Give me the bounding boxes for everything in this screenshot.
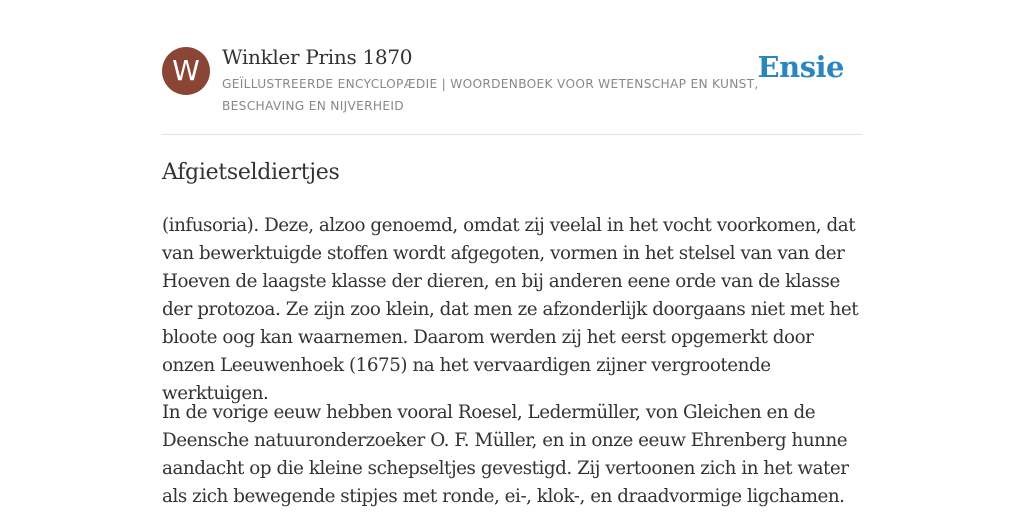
site-header: [162, 0, 862, 135]
avatar[interactable]: W: [162, 47, 210, 95]
site-subtitle: GEÏLLUSTREERDE ENCYCLOPÆDIE | WOORDENBOEK VOOR WETENSCHAP EN KUNST, BESCHAVING EN NIJVERHEID: [222, 77, 759, 113]
site-title[interactable]: Winkler Prins 1870: [222, 45, 413, 69]
article-paragraph: (infusoria). Deze, alzoo genoemd, omdat zij veelal in het vocht voorkomen, dat van bewerktuigde stoffen wordt afgegoten, vormen in het stelsel van van der Hoeven de laagste klasse der dieren, en bij anderen eene orde van de klasse der protozoa. Ze zijn zoo klein, dat men ze afzonderlijk doorgaans niet met het bloote oog kan waarnemen. Daarom werden zij het eerst opgemerkt door onzen Leeuwenhoek (1675) na het vervaardigen zijner vergrootende werktuigen.: [162, 215, 859, 404]
page-container: [162, 0, 862, 507]
article-paragraph: In de vorige eeuw hebben vooral Roesel, Ledermüller, von Gleichen en de Deensche natuuronderzoeker O. F. Müller, en in onze eeuw Ehrenberg hunne aandacht op die kleine schepseltjes gevestigd. Zij vertoonen zich in het water als zich bewegende stipjes met ronde, ei-, klok-, en draadvormige ligchamen.: [162, 402, 849, 507]
brand-logo[interactable]: Ensie: [757, 50, 844, 84]
article-title: Afgietseldiertjes: [162, 160, 340, 185]
